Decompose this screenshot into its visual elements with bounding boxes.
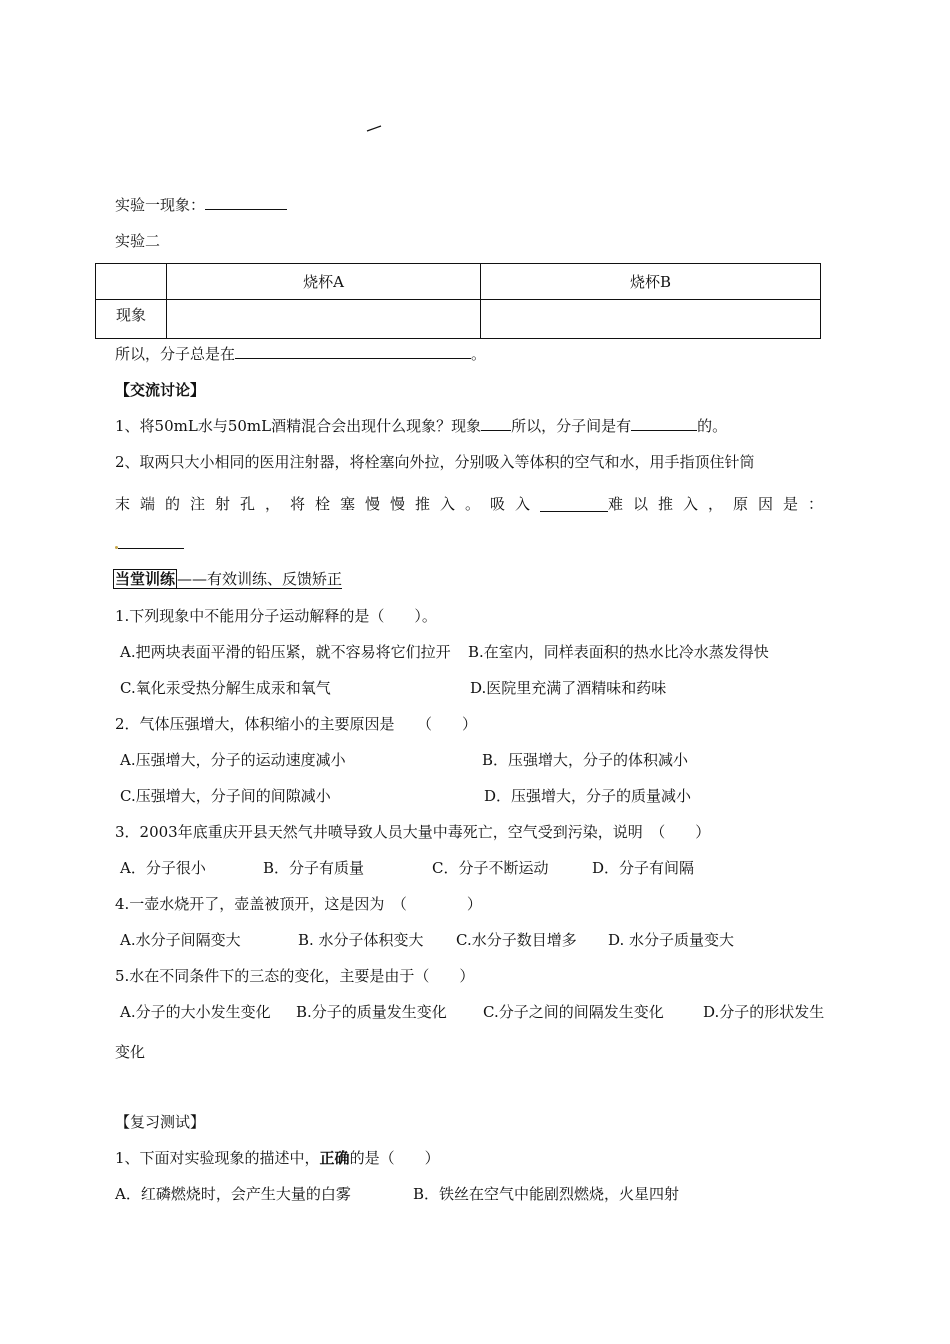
question-2-option-a[interactable]: A.压强增大，分子的运动速度减小 xyxy=(120,751,346,769)
review-header: 【复习测试】 xyxy=(115,1113,206,1131)
question-5-option-a[interactable]: A.分子的大小发生变化 xyxy=(120,1003,271,1021)
discussion-q2-line2 xyxy=(115,494,833,514)
cell-a-phenomenon[interactable] xyxy=(167,300,481,339)
discussion-q2-line1: 2、取两只大小相同的医用注射器，将栓塞向外拉，分别吸入等体积的空气和水，用手指顶住针筒 xyxy=(115,453,755,471)
experiment2-label: 实验二 xyxy=(115,232,161,250)
question-5-option-d[interactable]: D.分子的形状发生 xyxy=(703,1003,825,1021)
question-3-option-c[interactable]: C．分子不断运动 xyxy=(432,859,549,877)
question-3-option-a[interactable]: A．分子很小 xyxy=(120,859,206,877)
discussion-q2-blank1[interactable] xyxy=(540,497,608,512)
question-2-option-d[interactable]: D．压强增大，分子的质量减小 xyxy=(484,787,692,805)
discussion-q2-text-a: 末端的注射孔，将栓塞慢慢推入。吸入 xyxy=(115,495,541,513)
review-q1-keyword: 正确 xyxy=(319,1149,350,1167)
cell-b-phenomenon[interactable] xyxy=(481,300,821,339)
review-q1-stem-a: 1、下面对实验现象的描述中， xyxy=(115,1149,320,1167)
discussion-q2-answer-line xyxy=(115,534,184,554)
question-4-option-d[interactable]: D. 水分子质量变大 xyxy=(608,931,735,949)
question-3-option-b[interactable]: B．分子有质量 xyxy=(263,859,365,877)
experiment1-line xyxy=(115,195,287,215)
experiment1-blank[interactable] xyxy=(205,195,287,210)
training-header xyxy=(113,569,342,589)
question-1-option-a[interactable]: A.把两块表面平滑的铅压紧，就不容易将它们拉开 xyxy=(120,643,451,661)
stray-mark xyxy=(366,117,382,125)
question-5-stem: 5.水在不同条件下的三态的变化，主要是由于（ ） xyxy=(115,967,475,985)
question-5-option-b[interactable]: B.分子的质量发生变化 xyxy=(296,1003,447,1021)
question-1-stem: 1.下列现象中不能用分子运动解释的是（ ）。 xyxy=(115,607,437,625)
col-header-b: 烧杯B xyxy=(481,264,821,300)
conclusion-blank[interactable] xyxy=(235,344,471,359)
review-q1-stem-b: 的是（ ） xyxy=(349,1149,440,1167)
discussion-q1-text1: 1、将50mL水与50mL酒精混合会出现什么现象？现象 xyxy=(115,417,482,435)
discussion-q1-blank2[interactable] xyxy=(631,416,697,431)
conclusion-suffix: 。 xyxy=(471,345,487,363)
discussion-q1-blank1[interactable] xyxy=(481,416,511,431)
question-5-option-c[interactable]: C.分子之间的间隔发生变化 xyxy=(483,1003,664,1021)
training-title: 当堂训练 xyxy=(115,570,176,588)
discussion-q2-text-b: 难以推入，原因是： xyxy=(607,495,833,513)
table-corner-cell xyxy=(96,264,167,300)
review-q1-stem xyxy=(115,1148,440,1168)
question-2-option-c[interactable]: C.压强增大，分子间的间隙减小 xyxy=(120,787,331,805)
question-1-option-c[interactable]: C.氧化汞受热分解生成汞和氧气 xyxy=(120,679,331,697)
question-1-option-d[interactable]: D.医院里充满了酒精味和药味 xyxy=(470,679,667,697)
question-2-option-b[interactable]: B．压强增大，分子的体积减小 xyxy=(482,751,689,769)
question-4-stem: 4.一壶水烧开了，壶盖被顶开，这是因为 （ ） xyxy=(115,895,482,913)
question-4-option-c[interactable]: C.水分子数目增多 xyxy=(456,931,577,949)
experiment1-label: 实验一现象： xyxy=(115,196,206,214)
question-4-option-b[interactable]: B. 水分子体积变大 xyxy=(298,931,424,949)
question-5-continuation: 变化 xyxy=(115,1043,146,1061)
question-4-option-a[interactable]: A.水分子间隔变大 xyxy=(120,931,241,949)
experiment2-table xyxy=(95,263,821,339)
question-3-stem: 3．2003年底重庆开县天然气井喷导致人员大量中毒死亡，空气受到污染，说明 （ ） xyxy=(115,823,711,841)
discussion-q1-text2: 所以，分子间是有 xyxy=(511,417,632,435)
discussion-q2-blank2[interactable] xyxy=(118,534,184,549)
question-1-option-b[interactable]: B.在室内，同样表面积的热水比冷水蒸发得快 xyxy=(468,643,769,661)
question-2-stem: 2．气体压强增大，体积缩小的主要原因是 （ ） xyxy=(115,715,478,733)
col-header-a: 烧杯A xyxy=(167,264,481,300)
review-q1-option-b[interactable]: B．铁丝在空气中能剧烈燃烧，火星四射 xyxy=(413,1185,680,1203)
question-3-option-d[interactable]: D．分子有间隔 xyxy=(592,859,695,877)
discussion-q1-text3: 的。 xyxy=(697,417,728,435)
discussion-q1 xyxy=(115,416,727,436)
discussion-header: 【交流讨论】 xyxy=(115,381,206,399)
training-subtitle: ——有效训练、反馈矫正 xyxy=(177,570,343,588)
conclusion-line xyxy=(115,344,486,364)
conclusion-prefix: 所以，分子总是在 xyxy=(115,345,236,363)
row-label-phenomenon: 现象 xyxy=(96,300,167,339)
review-q1-option-a[interactable]: A．红磷燃烧时，会产生大量的白雾 xyxy=(115,1185,351,1203)
